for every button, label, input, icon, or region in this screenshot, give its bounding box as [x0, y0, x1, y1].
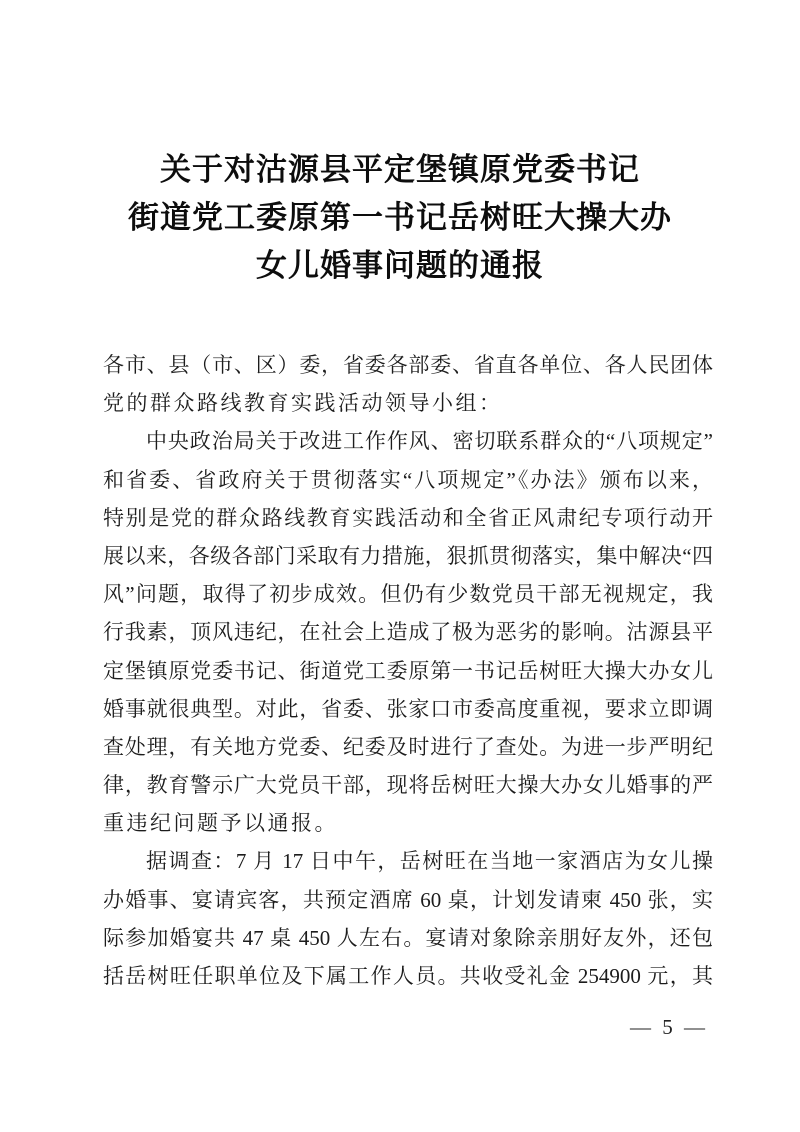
body-line: 各市、县（市、区）委，省委各部委、省直各单位、各人民团体: [103, 353, 713, 377]
body-line: 据调查：7 月 17 日中午，岳树旺在当地一家酒店为女儿操: [146, 849, 713, 874]
title-line-2: 街道党工委原第一书记岳树旺大操大办: [128, 200, 672, 235]
body-line: 查处理，有关地方党委、纪委及时进行了查处。为进一步严明纪: [103, 734, 713, 759]
body-line: 和省委、省政府关于贯彻落实“八项规定”《办法》颁布以来，: [103, 467, 713, 492]
body-line: 际参加婚宴共 47 桌 450 人左右。宴请对象除亲朋好友外，还包: [103, 925, 713, 950]
body-line: 展以来，各级各部门采取有力措施，狠抓贯彻落实，集中解决“四: [103, 543, 713, 568]
body-line: 律，教育警示广大党员干部，现将岳树旺大操大办女儿婚事的严: [103, 773, 713, 798]
body-line: 行我素，顶风违纪，在社会上造成了极为恶劣的影响。沽源县平: [103, 620, 713, 645]
page-number: — 5 —: [630, 1015, 708, 1039]
body-line: 特别是党的群众路线教育实践活动和全省正风肃纪专项行动开: [103, 505, 713, 530]
body-line: 中央政治局关于改进工作作风、密切联系群众的“八项规定”: [146, 429, 713, 454]
document-title: [0, 146, 800, 290]
body-line: 重违纪问题予以通报。: [103, 811, 338, 836]
title-line-3: 女儿婚事问题的通报: [256, 248, 544, 283]
body-line: 党的群众路线教育实践活动领导小组：: [103, 391, 503, 416]
body-line: 括岳树旺任职单位及下属工作人员。共收受礼金 254900 元，其: [103, 964, 713, 988]
document-body: [103, 346, 713, 995]
body-line: 定堡镇原党委书记、街道党工委原第一书记岳树旺大操大办女儿: [103, 658, 713, 683]
body-line: 婚事就很典型。对此，省委、张家口市委高度重视，要求立即调: [103, 696, 713, 721]
body-line: 风”问题，取得了初步成效。但仍有少数党员干部无视规定，我: [103, 582, 713, 607]
body-line: 办婚事、宴请宾客，共预定酒席 60 桌，计划发请柬 450 张，实: [103, 887, 713, 912]
title-line-1: 关于对沽源县平定堡镇原党委书记: [160, 152, 640, 187]
